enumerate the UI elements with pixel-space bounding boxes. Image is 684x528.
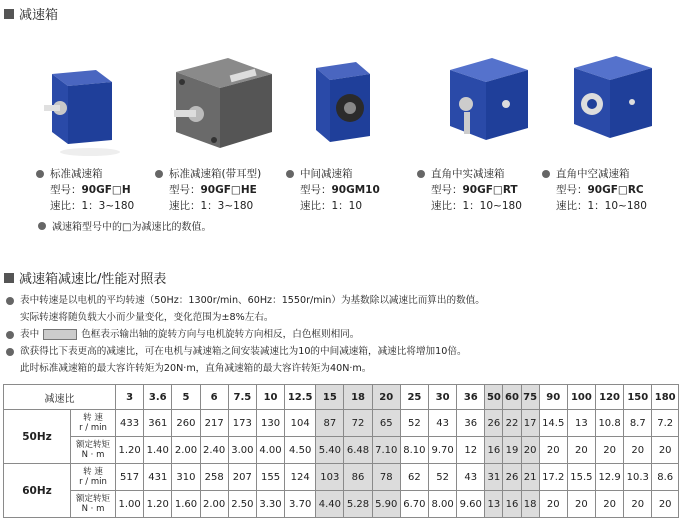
speed-value: 26 (485, 410, 503, 437)
speed-value: 10.8 (595, 410, 623, 437)
torque-value: 20 (624, 437, 652, 464)
frequency-label: 60Hz (4, 464, 71, 518)
torque-value: 20 (539, 437, 567, 464)
table-row (4, 437, 679, 464)
ratio-header-cell: 5 (172, 385, 200, 410)
torque-value: 16 (503, 491, 521, 518)
speed-value: 361 (144, 410, 172, 437)
bullet-icon (36, 170, 44, 178)
ratio-header-cell: 15 (316, 385, 344, 410)
table-notes: 表中转速是以电机的平均转速（50Hz：1300r/min、60Hz：1550r/min）为基数除以减速比而算出的数值。 实际转速将随负载大小而少量变化，变化范围为±8%左右。 表中 色框表示输出轴的旋转方向与电机旋转方向相反，白色框则相同。 欲获得比下表更高的减速比，可在电机与减速箱之间安装减速比为10的中间减速箱，减速比将增加10倍。 此时标准减速箱的最大容许转矩为20N·m，直角减速箱的最大容许转矩为40N·m。 (6, 292, 485, 377)
speed-value: 86 (344, 464, 372, 491)
torque-value: 20 (521, 437, 539, 464)
torque-value: 4.50 (285, 437, 316, 464)
speed-value: 310 (172, 464, 200, 491)
speed-value: 72 (344, 410, 372, 437)
product-caption-1: 标准减速箱 型号：90GF□H 速比：1：3~180 (36, 166, 134, 214)
table-row (4, 491, 679, 518)
ratio-header-cell: 50 (485, 385, 503, 410)
torque-value: 2.50 (228, 491, 256, 518)
speed-value: 8.7 (624, 410, 652, 437)
bullet-icon (6, 297, 14, 305)
torque-value: 9.60 (457, 491, 485, 518)
torque-value: 1.60 (172, 491, 200, 518)
torque-value: 20 (624, 491, 652, 518)
ratio-header-cell: 36 (457, 385, 485, 410)
bullet-icon (542, 170, 550, 178)
speed-value: 52 (429, 464, 457, 491)
torque-value: 4.00 (256, 437, 284, 464)
torque-value: 20 (595, 437, 623, 464)
ratio-header-cell: 75 (521, 385, 539, 410)
table-row (4, 464, 679, 491)
ratio-header-cell: 6 (200, 385, 228, 410)
ratio-header-cell: 120 (595, 385, 623, 410)
ratio-header-cell: 30 (429, 385, 457, 410)
speed-value: 103 (316, 464, 344, 491)
bullet-icon (38, 222, 46, 230)
torque-value: 1.20 (116, 437, 144, 464)
torque-value: 19 (503, 437, 521, 464)
torque-value: 20 (567, 491, 595, 518)
torque-value: 3.00 (228, 437, 256, 464)
product-image-intermediate (296, 52, 422, 160)
torque-unit: N · m (81, 450, 105, 460)
speed-value: 431 (144, 464, 172, 491)
torque-value: 20 (539, 491, 567, 518)
torque-value: 20 (652, 491, 679, 518)
speed-value: 155 (256, 464, 284, 491)
product-image-right-angle-solid (436, 52, 562, 160)
speed-value: 15.5 (567, 464, 595, 491)
torque-value: 2.40 (200, 437, 228, 464)
torque-value: 1.00 (116, 491, 144, 518)
speed-value: 87 (316, 410, 344, 437)
speed-value: 124 (285, 464, 316, 491)
torque-value: 16 (485, 437, 503, 464)
ratio-header-cell: 20 (372, 385, 400, 410)
torque-value: 12 (457, 437, 485, 464)
ratio-header-cell: 60 (503, 385, 521, 410)
square-bullet-icon (4, 273, 14, 283)
torque-label-cell (71, 491, 116, 518)
ratio-performance-table (3, 384, 679, 518)
speed-value: 17 (521, 410, 539, 437)
ratio-header-cell: 3 (116, 385, 144, 410)
product-caption-2: 标准减速箱(带耳型) 型号：90GF□HE 速比：1：3~180 (155, 166, 261, 214)
square-bullet-icon (4, 9, 14, 19)
speed-value: 173 (228, 410, 256, 437)
torque-value: 3.70 (285, 491, 316, 518)
speed-label-cell (71, 464, 116, 491)
speed-value: 78 (372, 464, 400, 491)
speed-unit: r / min (79, 477, 107, 487)
speed-value: 258 (200, 464, 228, 491)
torque-value: 5.28 (344, 491, 372, 518)
section-title-gearbox: 减速箱 (4, 4, 58, 23)
speed-value: 517 (116, 464, 144, 491)
torque-value: 2.00 (200, 491, 228, 518)
torque-value: 8.00 (429, 491, 457, 518)
ratio-header-cell: 90 (539, 385, 567, 410)
speed-value: 14.5 (539, 410, 567, 437)
torque-value: 2.00 (172, 437, 200, 464)
shade-sample-box (43, 329, 77, 340)
torque-value: 6.48 (344, 437, 372, 464)
section-title-ratio-table: 减速箱减速比/性能对照表 (4, 268, 166, 287)
speed-value: 207 (228, 464, 256, 491)
bullet-icon (417, 170, 425, 178)
speed-value: 52 (400, 410, 428, 437)
product-caption-4: 直角中实减速箱 型号：90GF□RT 速比：1：10~180 (417, 166, 522, 214)
speed-value: 217 (200, 410, 228, 437)
torque-value: 20 (567, 437, 595, 464)
speed-value: 26 (503, 464, 521, 491)
speed-value: 36 (457, 410, 485, 437)
speed-value: 62 (400, 464, 428, 491)
torque-value: 4.40 (316, 491, 344, 518)
speed-value: 43 (457, 464, 485, 491)
torque-unit: N · m (81, 504, 105, 514)
torque-value: 3.30 (256, 491, 284, 518)
speed-value: 43 (429, 410, 457, 437)
product-caption-5: 直角中空减速箱 型号：90GF□RC 速比：1：10~180 (542, 166, 647, 214)
product-caption-3: 中间减速箱 型号：90GM10 速比：1：10 (286, 166, 380, 214)
ratio-header-cell: 12.5 (285, 385, 316, 410)
speed-value: 21 (521, 464, 539, 491)
torque-label: 额定转矩 (75, 440, 110, 450)
speed-value: 13 (567, 410, 595, 437)
ratio-header-cell: 10 (256, 385, 284, 410)
torque-value: 13 (485, 491, 503, 518)
ratio-header-cell: 150 (624, 385, 652, 410)
speed-unit: r / min (79, 423, 107, 433)
bullet-icon (6, 348, 14, 356)
speed-value: 7.2 (652, 410, 679, 437)
torque-value: 18 (521, 491, 539, 518)
torque-value: 1.20 (144, 491, 172, 518)
bullet-icon (155, 170, 163, 178)
speed-value: 17.2 (539, 464, 567, 491)
speed-value: 104 (285, 410, 316, 437)
bullet-icon (286, 170, 294, 178)
torque-label-cell (71, 437, 116, 464)
speed-value: 260 (172, 410, 200, 437)
torque-value: 1.40 (144, 437, 172, 464)
torque-label: 额定转矩 (75, 494, 110, 504)
speed-value: 65 (372, 410, 400, 437)
table-row (4, 410, 679, 437)
speed-value: 12.9 (595, 464, 623, 491)
speed-value: 10.3 (624, 464, 652, 491)
speed-value: 31 (485, 464, 503, 491)
product-image-standard (24, 52, 150, 160)
torque-value: 6.70 (400, 491, 428, 518)
speed-value: 8.6 (652, 464, 679, 491)
ratio-header-cell: 100 (567, 385, 595, 410)
speed-value: 433 (116, 410, 144, 437)
torque-value: 5.40 (316, 437, 344, 464)
speed-label: 转 速 (83, 413, 103, 423)
table-header-row (4, 385, 679, 410)
product-image-right-angle-hollow (560, 52, 684, 160)
speed-label-cell (71, 410, 116, 437)
frequency-label: 50Hz (4, 410, 71, 464)
torque-value: 7.10 (372, 437, 400, 464)
speed-label: 转 速 (83, 467, 103, 477)
ratio-header-cell: 7.5 (228, 385, 256, 410)
ratio-header-cell: 3.6 (144, 385, 172, 410)
torque-value: 20 (652, 437, 679, 464)
bullet-icon (6, 331, 14, 339)
model-note: 减速箱型号中的□为减速比的数值。 (38, 218, 211, 233)
torque-value: 20 (595, 491, 623, 518)
speed-value: 22 (503, 410, 521, 437)
torque-value: 5.90 (372, 491, 400, 518)
torque-value: 9.70 (429, 437, 457, 464)
torque-value: 8.10 (400, 437, 428, 464)
ratio-header-cell: 180 (652, 385, 679, 410)
ratio-header-cell: 25 (400, 385, 428, 410)
ratio-header-label: 减速比 (4, 385, 116, 410)
ratio-header-cell: 18 (344, 385, 372, 410)
product-image-standard-eared (168, 52, 294, 160)
speed-value: 130 (256, 410, 284, 437)
